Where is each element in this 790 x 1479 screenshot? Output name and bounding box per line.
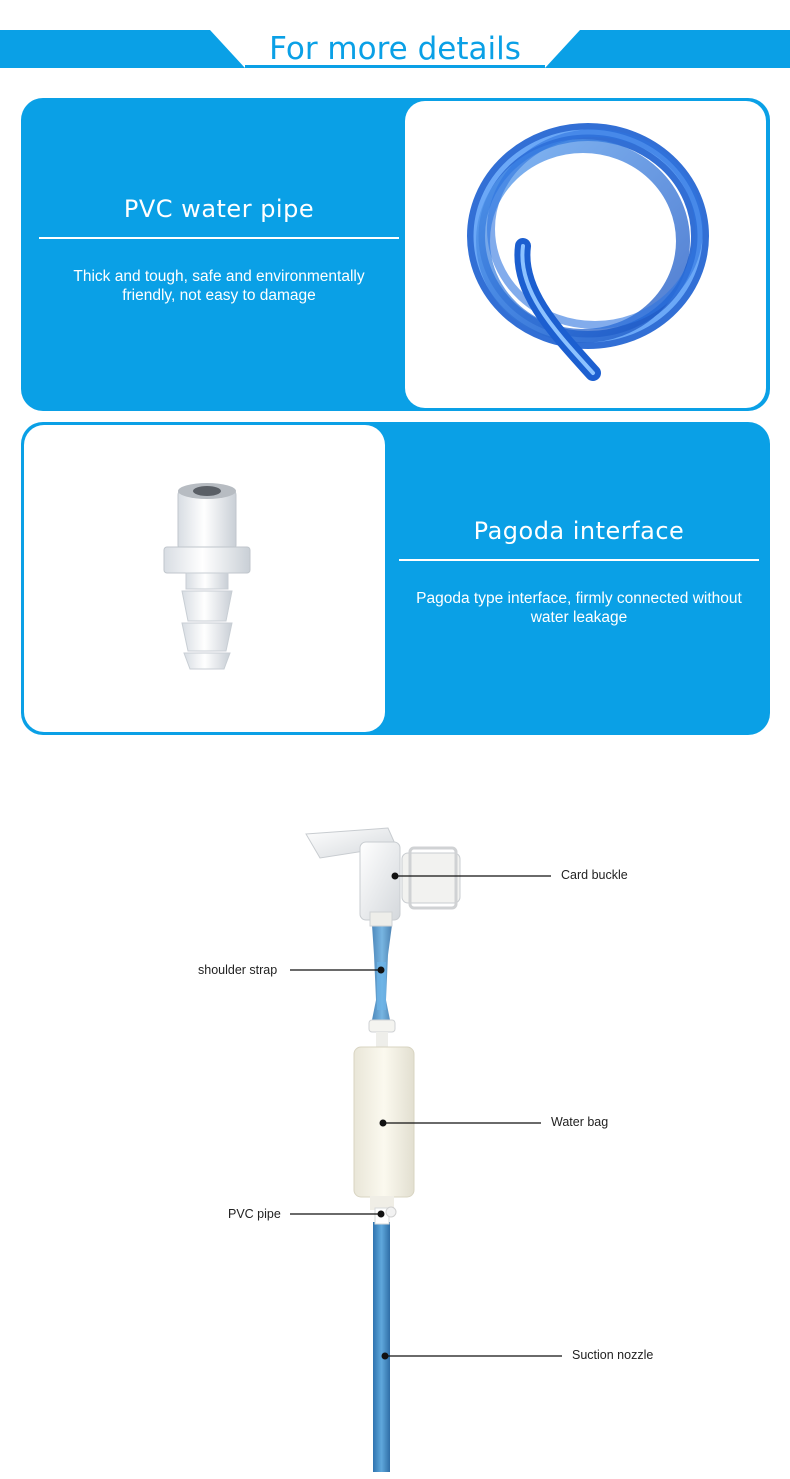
pagoda-connector-icon xyxy=(24,425,385,732)
product-diagram xyxy=(0,800,790,1479)
water-bag xyxy=(354,1047,414,1224)
label-pvc-pipe: PVC pipe xyxy=(228,1207,281,1221)
strap-tube xyxy=(369,925,395,1050)
feature-description: Pagoda type interface, firmly connected without water leakage xyxy=(416,590,742,626)
feature-card-pagoda-interface xyxy=(21,422,770,735)
feature-image xyxy=(405,101,766,408)
tap-valve xyxy=(306,828,460,926)
divider xyxy=(39,237,399,239)
label-suction-nozzle: Suction nozzle xyxy=(572,1348,654,1362)
feature-title: Pagoda interface xyxy=(473,517,685,545)
feature-card-pvc-pipe xyxy=(21,98,770,411)
blue-tube-coil-icon xyxy=(405,101,766,408)
feature-image xyxy=(24,425,385,732)
label-shoulder-strap: shoulder strap xyxy=(198,963,278,977)
divider xyxy=(399,559,759,561)
suction-pipe xyxy=(373,1222,390,1472)
label-card-buckle: Card buckle xyxy=(561,868,628,882)
callout-lines xyxy=(290,876,562,1356)
feature-description: Thick and tough, safe and environmentally friendly, not easy to damage xyxy=(73,268,365,304)
feature-text xyxy=(399,516,759,627)
feature-text xyxy=(39,194,399,305)
label-water-bag: Water bag xyxy=(551,1115,609,1129)
feature-title: PVC water pipe xyxy=(123,195,315,223)
page-title: For more details xyxy=(269,31,521,67)
